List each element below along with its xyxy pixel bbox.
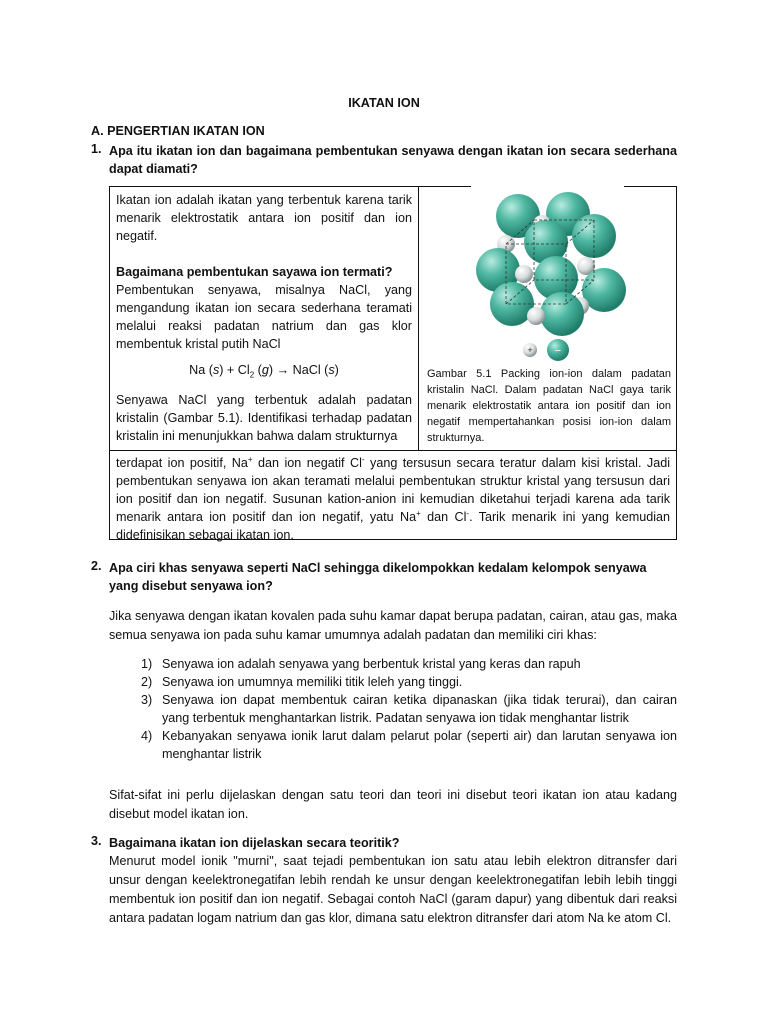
nacl-crystal-illustration <box>476 186 626 368</box>
question-2: Apa ciri khas senyawa seperti NaCl sehingga dikelompokkan kedalam kelompok senyawa yang disebut senyawa ion? <box>109 561 647 593</box>
legend-minus-label: − <box>554 345 562 357</box>
question-3-body: Menurut model ionik "murni", saat tejadi pembentukan ion satu atau lebih elektron ditransfer dari unsur dengan keelektronegatifan lebih rendah ke unsur dengan keelektronegatifan lebih lebih tinggi membentuk ion positif dan ion negatif. Sebagai contoh NaCl (garam dapur) yang dibentuk dari reaksi antara padatan logam natrium dan gas klor, dimana satu elektron ditransfer dari atom Na ke atom Cl. <box>109 854 677 925</box>
section-heading: A. PENGERTIAN IKATAN ION <box>91 124 265 138</box>
answer-box-bottom <box>109 450 677 540</box>
reaction-equation: Na $(s) + Cl_2$ (g) → NaCl (s) <box>189 363 339 380</box>
page-title: IKATAN ION <box>348 96 420 110</box>
question-2-intro: Jika senyawa dengan ikatan kovalen pada suhu kamar dapat berupa padatan, cairan, atau gas, maka semua senyawa ion pada suhu kamar umumnya adalah padatan dan memiliki ciri khas: <box>109 609 677 642</box>
continuation-text: terdapat ion positif, Na+ dan ion negatif Cl- yang tersusun secara teratur dalam kisi kristal. Jadi pembentukan senyawa ion akan teramati melalui pembentukan struktur kristal yang tersusun dari ion positif dan ion negatif. Susunan kation-anion ini kemudian diketahui terjadi karena ada tarik menarik antara ion positif dan ion negatif, yatu Na+ dan Cl-. Tarik menarik ini yang kemudian didefinisikan sebagai ikatan ion. <box>116 454 671 542</box>
list-item: 1) Senyawa ion adalah senyawa yang berbentuk kristal yang keras dan rapuh <box>141 657 581 671</box>
identification-text: Senyawa NaCl yang terbentuk adalah padatan kristalin (Gambar 5.1). Identifikasi terhadap padatan kristalin ini menunjukkan bahwa dalam strukturnya <box>116 393 412 443</box>
question-number: 1. <box>91 142 102 156</box>
list-item: 4) Kebanyakan senyawa ionik larut dalam pelarut polar (seperti air) dan larutan senyawa ion menghantar listrik <box>141 729 677 761</box>
question-1: Apa itu ikatan ion dan bagaimana pembentukan senyawa dengan ikatan ion secara sederhana dapat diamati? <box>109 144 677 176</box>
definition-text: Ikatan ion adalah ikatan yang terbentuk karena tarik menarik elektrostatik antara ion positif dan ion negatif. <box>116 193 412 243</box>
list-item: 3) Senyawa ion dapat membentuk cairan ketika dipanaskan (jika tidak terurai), dan cairan yang terbentuk menghantarkan listrik. Padatan senyawa ion tidak menghantar listrik <box>141 693 677 725</box>
properties-list <box>141 655 677 763</box>
list-item: 2) Senyawa ion umumnya memiliki titik leleh yang tinggi. <box>141 675 463 689</box>
question-3: Bagaimana ikatan ion dijelaskan secara teoritik? <box>109 836 400 850</box>
ion-spheres <box>476 192 626 336</box>
question-2-closing: Sifat-sifat ini perlu dijelaskan dengan satu teori dan teori ini disebut teori ikatan ion atau kadang disebut model ikatan ion. <box>109 788 677 821</box>
legend-plus-label: + <box>527 345 533 355</box>
box-right-border <box>676 186 677 451</box>
answer-box-left <box>109 186 419 450</box>
question-number: 2. <box>91 559 102 573</box>
figure-caption: Gambar 5.1 Packing ion-ion dalam padatan kristalin NaCl. Dalam padatan NaCl gaya tarik menarik elektrostatik antara ion positif dan ion negatif mempertahankan posisi ion-ion dalam strukturnya. <box>427 368 671 444</box>
formation-text: Pembentukan senyawa, misalnya NaCl, yang mengandung ikatan ion secara sederhana teramati melalui reaksi padatan natrium dan gas klor membentuk kristal putih NaCl <box>116 283 412 351</box>
question-number: 3. <box>91 834 102 848</box>
box-top-border <box>624 186 677 187</box>
box-top-border <box>419 186 471 187</box>
formation-heading: Bagaimana pembentukan sayawa ion termati? <box>116 265 393 279</box>
